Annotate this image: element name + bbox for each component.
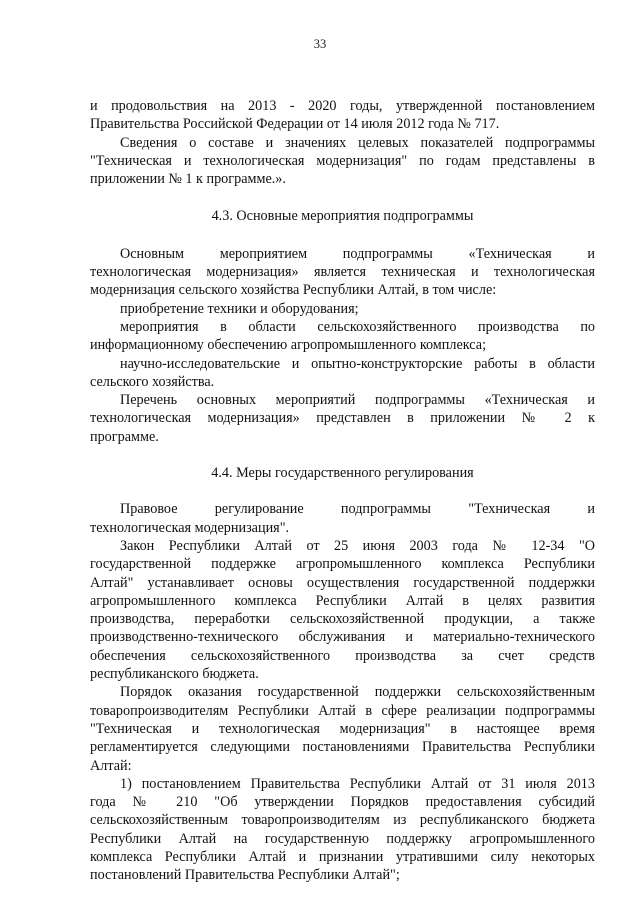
- paragraph: [90, 97, 595, 134]
- text-line: Алтай:: [90, 757, 132, 774]
- intro-paragraphs: [90, 97, 595, 188]
- text-line: Правительства Российской Федерации от 14 июля 2012 года № 717.: [90, 116, 500, 133]
- paragraph: [90, 355, 595, 392]
- text-line: 1) постановлением Правительства Республики Алтай от 31 июля 2013: [120, 775, 595, 792]
- text-line: Закон Республики Алтай от 25 июня 2003 года № 12-34 "О: [120, 537, 595, 554]
- text-line: Правовое регулирование подпрограммы "Техническая и: [120, 501, 595, 518]
- text-line: Порядок оказания государственной поддержки сельскохозяйственным: [120, 684, 595, 701]
- text-line: технологическая модернизация» является техническая и технологическая: [90, 264, 595, 281]
- text-line: производственно-технического обслуживания и материально-технического: [90, 629, 595, 646]
- text-line: Основным мероприятием подпрограммы «Техническая и: [120, 245, 595, 262]
- text-line: сельского хозяйства.: [90, 373, 215, 390]
- text-line: программе.: [90, 428, 159, 445]
- text-line: республиканского бюджета.: [90, 666, 259, 683]
- paragraph: [90, 683, 595, 774]
- text-line: агропромышленного комплекса Республики Алтай в целях развития: [90, 592, 595, 609]
- text-line: научно-исследовательские и опытно-конструкторские работы в области: [120, 355, 595, 372]
- text-line: и продовольствия на 2013 - 2020 годы, утвержденной постановлением: [90, 98, 595, 114]
- text-line: Алтай" устанавливает основы осуществления государственной поддержки: [90, 574, 595, 591]
- text-line: государственной поддержке агропромышленного комплекса Республики: [90, 556, 595, 573]
- text-line: товаропроизводителям Республики Алтай в сфере реализации подпрограммы: [90, 702, 595, 719]
- text-line: обеспечения сельскохозяйственного производства за счет средств: [90, 647, 595, 664]
- text-line: технологическая модернизация".: [90, 519, 290, 536]
- text-line: года № 210 "Об утверждении Порядков предоставления субсидий: [90, 794, 595, 811]
- text-line: Сведения о составе и значениях целевых показателей подпрограммы: [120, 134, 595, 151]
- text-line: "Техническая и технологическая модернизация" в настоящее время: [90, 720, 595, 737]
- paragraph: [90, 300, 595, 318]
- text-line: Республики Алтай на государственную поддержку агропромышленного: [90, 830, 595, 847]
- text-line: сельскохозяйственным товаропроизводителям из республиканского бюджета: [90, 812, 595, 829]
- text-line: регламентируется следующими постановлениями Правительства Республики: [90, 739, 595, 756]
- paragraph: [90, 245, 595, 300]
- text-line: постановлений Правительства Республики Алтай";: [90, 867, 400, 884]
- paragraph: [90, 391, 595, 446]
- paragraph: [90, 134, 595, 189]
- section-heading-4-4: 4.4. Меры государственного регулирования: [211, 465, 474, 482]
- text-line: производства, переработки сельскохозяйственной продукции, а также: [90, 611, 595, 628]
- text-line: комплекса Республики Алтай и признании утратившими силу некоторых: [90, 848, 595, 865]
- section-heading-4-3: 4.3. Основные мероприятия подпрограммы: [211, 208, 474, 225]
- text-line: мероприятия в области сельскохозяйственного производства по: [120, 318, 595, 335]
- paragraph: [90, 500, 595, 537]
- text-line: модернизация сельского хозяйства Республики Алтай, в том числе:: [90, 282, 497, 299]
- section-4-3-body: [90, 245, 595, 446]
- text-line: приобретение техники и оборудования;: [120, 300, 359, 317]
- text-line: "Техническая и технологическая модернизация" по годам представлены в: [90, 152, 595, 169]
- paragraph: [90, 318, 595, 355]
- text-line: приложении № 1 к программе.».: [90, 171, 286, 188]
- text-line: Перечень основных мероприятий подпрограммы «Техническая и: [120, 392, 595, 409]
- text-line: технологическая модернизация» представлен в приложении № 2 к: [90, 410, 595, 427]
- section-4-4-body: [90, 500, 595, 884]
- document-body: [90, 97, 595, 885]
- text-line: информационному обеспечению агропромышленного комплекса;: [90, 337, 487, 354]
- page-number: 33: [313, 37, 327, 51]
- paragraph: [90, 537, 595, 683]
- paragraph: [90, 775, 595, 885]
